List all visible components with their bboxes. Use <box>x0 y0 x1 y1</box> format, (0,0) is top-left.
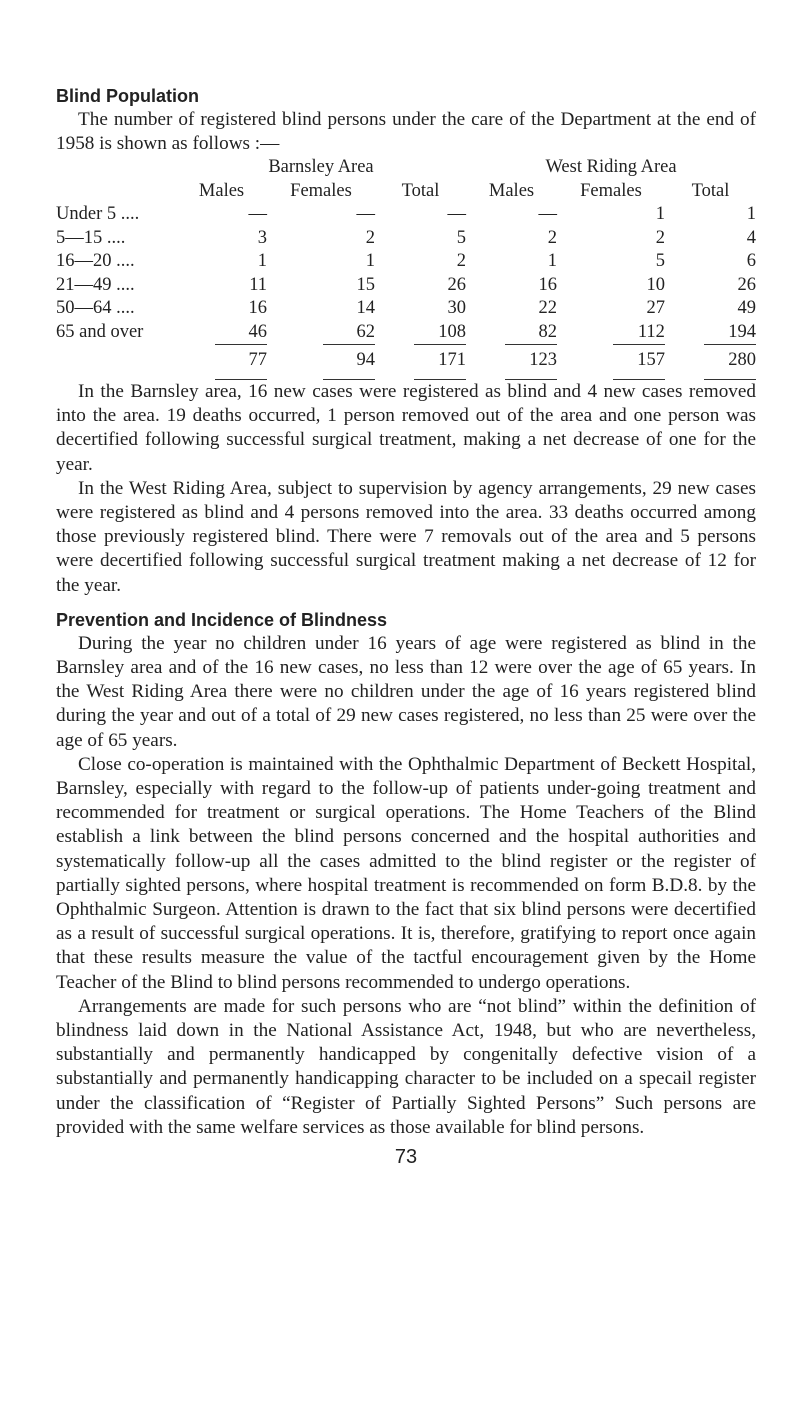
table-cell: 1 <box>547 251 558 272</box>
blind-population-table <box>56 156 756 380</box>
table-cell: 16 <box>248 298 268 319</box>
table-cell: 15 <box>356 274 375 295</box>
table-cell: 112 <box>637 321 665 342</box>
table-cell: 62 <box>356 321 375 342</box>
row-label: 50—64 .... <box>56 298 135 319</box>
table-cell: — <box>356 204 375 225</box>
table-cell: 2 <box>547 227 558 248</box>
table-row <box>56 203 756 227</box>
table-cell: 3 <box>257 227 268 248</box>
area-header-west-riding: West Riding Area <box>545 157 677 178</box>
table-row <box>56 227 756 251</box>
intro-paragraph: The number of registered blind persons under the care of the Department at the end of 1958 is shown as follows :— <box>56 109 756 155</box>
document-page <box>56 84 756 1169</box>
table-cell: 11 <box>249 274 268 295</box>
column-header: Males <box>488 180 535 201</box>
table-body <box>56 203 756 380</box>
total-cell: 94 <box>323 344 375 380</box>
table-cell: 4 <box>746 227 756 248</box>
paragraph-cooperation: Close co-operation is maintained with the Ophthalmic Department of Beckett Hospital, Barnsley, especially with regard to the follow-up of patients under-going treatment and recommended for treatment or surgical operations. The Home Teachers of the Blind establish a link between the blind persons concerned and the hospital authorities and systematically follow-up all the cases admitted to the blind register or the register of partially sighted persons, where hospital treatment is recommended on form B.D.8. by the Ophthalmic Surgeon. Attention is drawn to the fact that six blind persons were decertified as a result of successful surgical operations. It is, therefore, gratifying to report once again that these results measure the value of the tactful encouragement given by the Home Teacher of the Blind to blind persons recommended to undergo operations. <box>56 753 756 993</box>
row-label: 16—20 .... <box>56 251 135 272</box>
area-header-barnsley: Barnsley Area <box>268 157 374 178</box>
table-column-header-row <box>56 180 756 204</box>
table-cell: 26 <box>737 274 756 295</box>
table-area-header-row <box>56 156 756 180</box>
table-cell: 27 <box>646 298 665 319</box>
table-cell: 10 <box>646 274 665 295</box>
table-cell: 22 <box>538 298 558 319</box>
total-cell: 123 <box>505 344 557 380</box>
page-number: 73 <box>394 1146 418 1168</box>
table-cell: 30 <box>447 298 466 319</box>
total-cell: 171 <box>414 344 466 380</box>
row-label: 5—15 .... <box>56 227 126 248</box>
table-cell: 5 <box>456 227 466 248</box>
table-cell: 1 <box>655 204 665 225</box>
table-cell: — <box>248 204 268 225</box>
table-row <box>56 297 756 321</box>
column-header: Females <box>580 180 642 201</box>
table-cell: 16 <box>538 274 558 295</box>
row-label: 65 and over <box>56 321 144 342</box>
table-cell: 2 <box>655 227 665 248</box>
table-totals-row <box>56 344 756 380</box>
table-row <box>56 250 756 274</box>
table-cell: 1 <box>746 204 756 225</box>
table-row <box>56 321 756 345</box>
column-header: Males <box>198 180 245 201</box>
table-cell: 108 <box>438 321 466 342</box>
table-cell: 1 <box>365 251 375 272</box>
table-cell: 26 <box>447 274 466 295</box>
table-cell: 2 <box>365 227 375 248</box>
paragraph-west-riding-summary: In the West Riding Area, subject to supervision by agency arrangements, 29 new cases were registered as blind and 4 persons removed into the area. 33 deaths occurred among those previously registered blind. There were 7 removals out of the area and 5 persons were decertified following successful surgical treatment making a net decrease of 12 for the year. <box>56 477 756 596</box>
table-cell: — <box>447 204 466 225</box>
table-row <box>56 274 756 298</box>
row-label: 21—49 .... <box>56 274 135 295</box>
row-label: Under 5 .... <box>56 204 140 225</box>
total-cell: 280 <box>704 344 756 380</box>
table-cell: 82 <box>538 321 558 342</box>
table-cell: 14 <box>356 298 375 319</box>
column-header: Total <box>401 180 440 201</box>
column-header: Total <box>691 180 730 201</box>
paragraph-barnsley-summary: In the Barnsley area, 16 new cases were registered as blind and 4 new cases removed into the area. 19 deaths occurred, 1 person removed out of the area and one person was decertified following successful surgical treatment, making a net decrease of one for the year. <box>56 380 756 475</box>
table-cell: 6 <box>746 251 756 272</box>
heading-blind-population: Blind Population <box>56 86 199 106</box>
heading-prevention: Prevention and Incidence of Blindness <box>56 609 388 630</box>
table-cell: 49 <box>737 298 756 319</box>
table-cell: 2 <box>456 251 466 272</box>
total-cell: 77 <box>215 344 267 380</box>
table-cell: 46 <box>248 321 268 342</box>
table-cell: — <box>538 204 558 225</box>
paragraph-prevention: During the year no children under 16 years of age were registered as blind in the Barnsley area and of the 16 new cases, no less than 12 were over the age of 65 years. In the West Riding Area there were no children under the age of 16 years registered blind during the year and out of a total of 29 new cases registered, no less than 25 were over the age of 65 years. <box>56 632 756 751</box>
column-header: Females <box>290 180 352 201</box>
table-cell: 5 <box>655 251 665 272</box>
table-cell: 1 <box>257 251 268 272</box>
paragraph-partially-sighted: Arrangements are made for such persons who are “not blind” within the definition of blindness laid down in the National Assistance Act, 1948, but who are nevertheless, substantially and permanently handicapped by congenitally defective vision of a substantially and permanently handicapping character to be included on a specail register under the classification of “Register of Partially Sighted Persons” Such persons are provided with the same welfare services as those available for blind persons. <box>56 995 756 1138</box>
table-cell: 194 <box>728 321 756 342</box>
total-cell: 157 <box>613 344 665 380</box>
